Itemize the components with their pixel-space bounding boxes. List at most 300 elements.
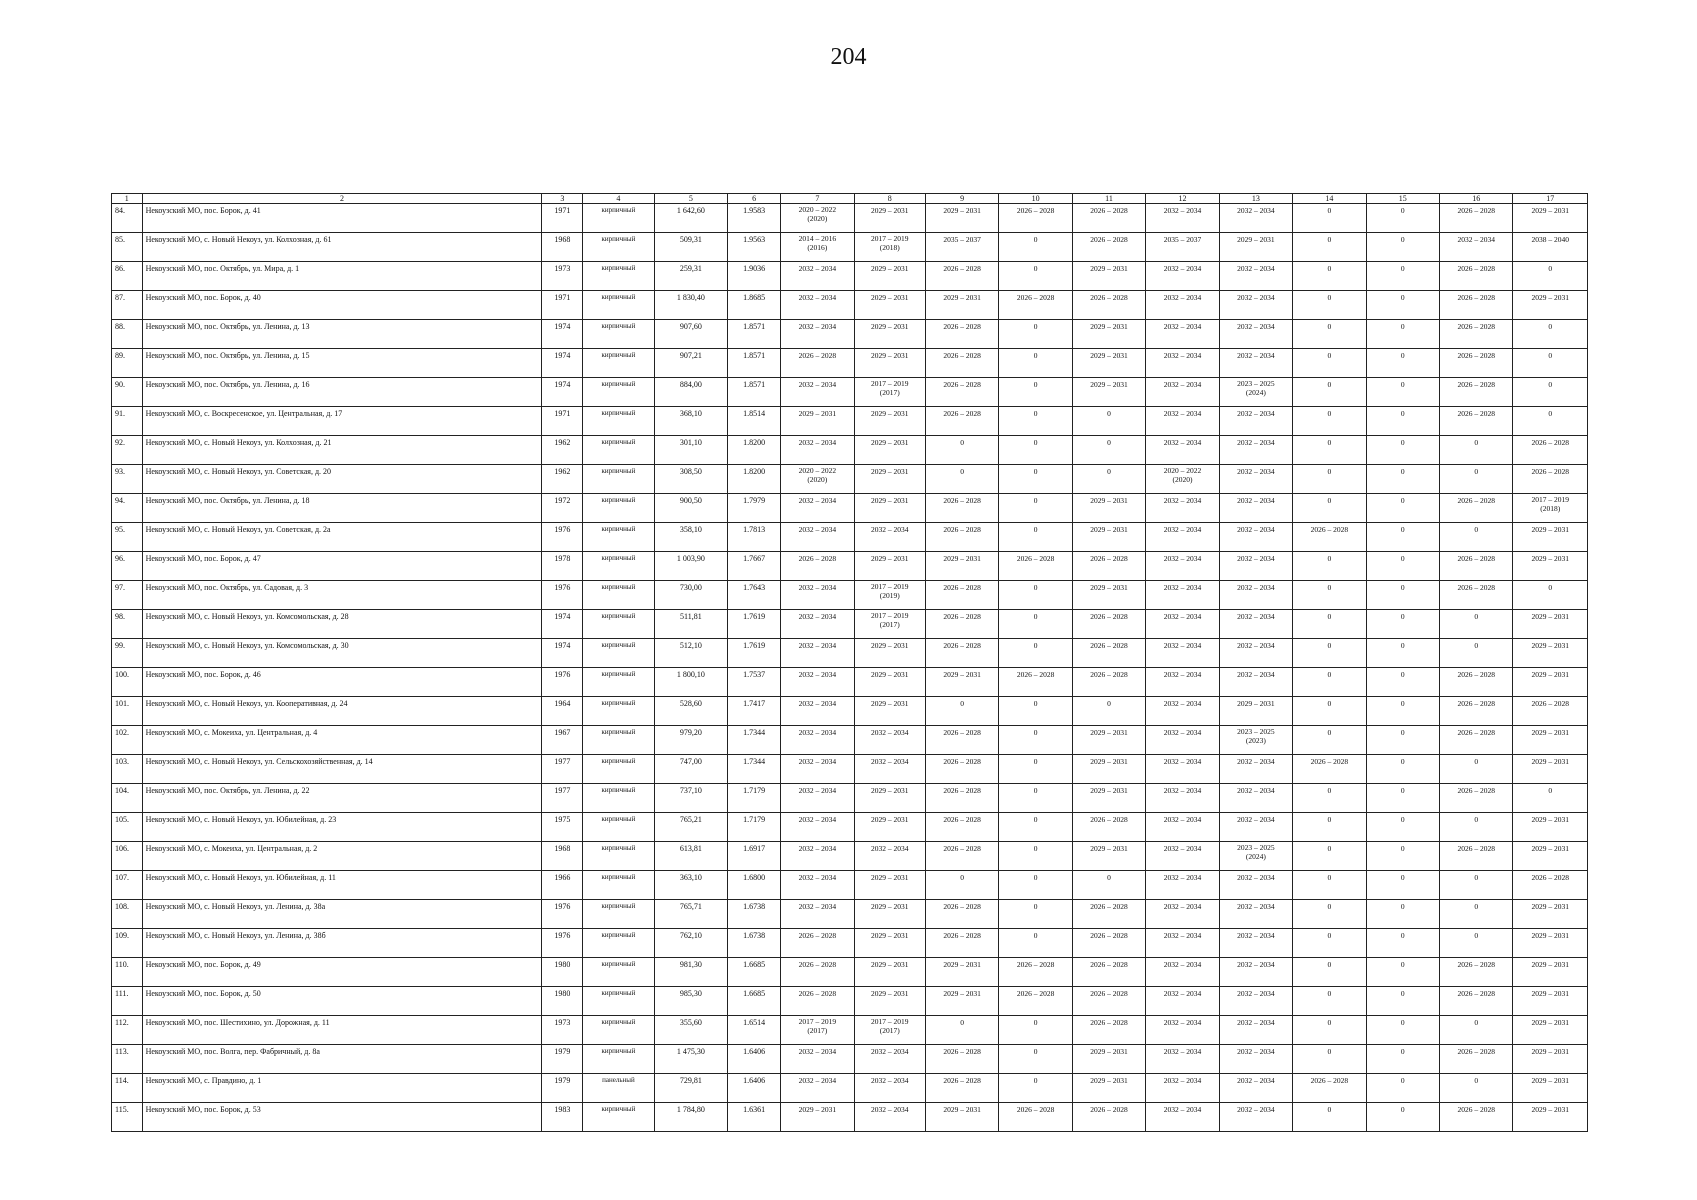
table-cell: 2029 – 2031 [1513, 755, 1588, 784]
table-cell: 2029 – 2031 [1072, 755, 1145, 784]
column-number-5: 5 [654, 194, 727, 204]
row-number: 92. [112, 436, 143, 465]
table-cell: 2029 – 2031 [854, 900, 925, 929]
table-cell: 2026 – 2028 [781, 929, 854, 958]
table-cell: 2026 – 2028 [925, 726, 998, 755]
address-cell: Некоузский МО, с. Новый Некоуз, ул. Комсомольская, д. 30 [142, 639, 542, 668]
table-cell: 2032 – 2034 [781, 900, 854, 929]
table-cell: 2029 – 2031 [1513, 813, 1588, 842]
table-cell: 2029 – 2031 [854, 465, 925, 494]
table-cell: 0 [1366, 494, 1439, 523]
table-cell: 1967 [542, 726, 583, 755]
table-cell: 762,10 [654, 929, 727, 958]
table-cell: 2026 – 2028 [925, 349, 998, 378]
table-cell: 2026 – 2028 [925, 929, 998, 958]
table-cell: 0 [999, 349, 1072, 378]
table-cell: 2029 – 2031 [854, 552, 925, 581]
table-cell: 0 [999, 465, 1072, 494]
table-cell: 2032 – 2034 [1219, 552, 1292, 581]
table-cell: кирпичный [583, 900, 654, 929]
table-cell: 0 [1293, 552, 1366, 581]
table-cell: 2032 – 2034 [781, 871, 854, 900]
column-number-17: 17 [1513, 194, 1588, 204]
table-cell: 0 [1293, 494, 1366, 523]
row-number: 98. [112, 610, 143, 639]
table-cell: 2029 – 2031 [1072, 523, 1145, 552]
table-cell: 2026 – 2028 [781, 987, 854, 1016]
table-cell: 2032 – 2034 [1146, 610, 1219, 639]
table-cell: 2032 – 2034 [781, 726, 854, 755]
table-cell: 2026 – 2028 [1293, 523, 1366, 552]
row-number: 107. [112, 871, 143, 900]
table-cell: 2026 – 2028 [999, 1103, 1072, 1132]
table-cell: 979,20 [654, 726, 727, 755]
table-cell: 0 [1366, 987, 1439, 1016]
table-cell: 0 [1366, 291, 1439, 320]
table-cell: 0 [1293, 668, 1366, 697]
table-cell: 0 [1439, 465, 1512, 494]
table-cell: 0 [999, 378, 1072, 407]
table-cell: 2032 – 2034 [1146, 842, 1219, 871]
table-cell: 2032 – 2034 [781, 291, 854, 320]
table-cell: 0 [1366, 552, 1439, 581]
table-cell: 1.6406 [728, 1045, 781, 1074]
table-cell: 2029 – 2031 [854, 813, 925, 842]
table-cell: 1.6406 [728, 1074, 781, 1103]
table-cell: 363,10 [654, 871, 727, 900]
table-cell: 1980 [542, 958, 583, 987]
table-cell: кирпичный [583, 436, 654, 465]
table-cell: 2032 – 2034 [1146, 900, 1219, 929]
table-row [112, 233, 1588, 262]
table-row [112, 407, 1588, 436]
table-cell: 0 [999, 755, 1072, 784]
table-cell: 2026 – 2028 [1513, 465, 1588, 494]
table-cell: 0 [1366, 436, 1439, 465]
table-cell: 0 [925, 1016, 998, 1045]
row-number: 115. [112, 1103, 143, 1132]
table-cell: 2026 – 2028 [1439, 581, 1512, 610]
row-number: 105. [112, 813, 143, 842]
table-cell: 2032 – 2034 [1146, 726, 1219, 755]
table-cell: 1980 [542, 987, 583, 1016]
table-cell: 2032 – 2034 [781, 436, 854, 465]
table-cell: 0 [999, 320, 1072, 349]
table-cell: 2026 – 2028 [1439, 668, 1512, 697]
table-cell: 1977 [542, 755, 583, 784]
table-cell: 0 [1293, 1045, 1366, 1074]
table-cell: 0 [1366, 755, 1439, 784]
table-cell: 2032 – 2034 [781, 842, 854, 871]
table-cell: 2026 – 2028 [1513, 697, 1588, 726]
table-cell: 1.9563 [728, 233, 781, 262]
table-cell: 2032 – 2034 [781, 378, 854, 407]
table-cell: 2029 – 2031 [1513, 204, 1588, 233]
table-cell: 2026 – 2028 [1072, 1016, 1145, 1045]
table-cell: 2026 – 2028 [999, 291, 1072, 320]
table-cell: 0 [1439, 929, 1512, 958]
table-cell: 1976 [542, 523, 583, 552]
table-cell: 1962 [542, 436, 583, 465]
table-cell: 2032 – 2034 [1146, 349, 1219, 378]
table-row [112, 784, 1588, 813]
table-cell: 0 [1513, 581, 1588, 610]
table-cell: 2032 – 2034 [1146, 523, 1219, 552]
table-cell: 2032 – 2034 [1146, 639, 1219, 668]
address-cell: Некоузский МО, с. Мокеиха, ул. Центральная, д. 4 [142, 726, 542, 755]
table-cell: 0 [999, 233, 1072, 262]
table-cell: 2032 – 2034 [781, 610, 854, 639]
table-cell: 2029 – 2031 [1513, 958, 1588, 987]
table-cell: 0 [999, 407, 1072, 436]
table-cell: 1973 [542, 262, 583, 291]
table-row [112, 581, 1588, 610]
table-cell: 1.7537 [728, 668, 781, 697]
table-cell: 2026 – 2028 [1439, 552, 1512, 581]
table-cell: 1977 [542, 784, 583, 813]
table-cell: 0 [1366, 842, 1439, 871]
table-cell: 2029 – 2031 [854, 697, 925, 726]
table-cell: 2026 – 2028 [1439, 262, 1512, 291]
table-cell: 1.9583 [728, 204, 781, 233]
table-cell: 0 [1293, 987, 1366, 1016]
table-cell: 2029 – 2031 [854, 929, 925, 958]
table-row [112, 1016, 1588, 1045]
address-cell: Некоузский МО, пос. Октябрь, ул. Ленина, д. 16 [142, 378, 542, 407]
table-cell: 0 [1072, 697, 1145, 726]
table-row [112, 726, 1588, 755]
table-cell: 308,50 [654, 465, 727, 494]
table-cell: 2032 – 2034 [781, 639, 854, 668]
table-cell: 2032 – 2034 [1219, 639, 1292, 668]
table-cell: 2029 – 2031 [925, 1103, 998, 1132]
table-cell: 2017 – 2019 (2017) [854, 610, 925, 639]
table-cell: 2026 – 2028 [1439, 842, 1512, 871]
column-number-8: 8 [854, 194, 925, 204]
table-cell: 2026 – 2028 [1072, 552, 1145, 581]
table-cell: 1.8571 [728, 378, 781, 407]
table-cell: 1975 [542, 813, 583, 842]
table-cell: 528,60 [654, 697, 727, 726]
address-cell: Некоузский МО, пос. Борок, д. 46 [142, 668, 542, 697]
table-cell: 0 [925, 871, 998, 900]
address-cell: Некоузский МО, пос. Борок, д. 47 [142, 552, 542, 581]
table-cell: 2032 – 2034 [781, 1045, 854, 1074]
table-row [112, 755, 1588, 784]
header-row [112, 194, 1588, 204]
table-row [112, 262, 1588, 291]
table-cell: 2038 – 2040 [1513, 233, 1588, 262]
table-cell: 2032 – 2034 [1219, 929, 1292, 958]
table-cell: 2032 – 2034 [854, 755, 925, 784]
table-cell: 0 [1366, 320, 1439, 349]
table-cell: 2026 – 2028 [925, 1045, 998, 1074]
table-row [112, 987, 1588, 1016]
table-row [112, 494, 1588, 523]
table-cell: 1.7619 [728, 610, 781, 639]
table-cell: 2032 – 2034 [781, 262, 854, 291]
table-cell: 1.6917 [728, 842, 781, 871]
table-cell: 2032 – 2034 [1219, 1045, 1292, 1074]
table-cell: 2026 – 2028 [999, 204, 1072, 233]
table-cell: 0 [1293, 349, 1366, 378]
table-cell: 2029 – 2031 [854, 291, 925, 320]
table-cell: 0 [1366, 1016, 1439, 1045]
table-cell: 1979 [542, 1074, 583, 1103]
address-cell: Некоузский МО, с. Мокеиха, ул. Центральная, д. 2 [142, 842, 542, 871]
table-cell: 2032 – 2034 [1219, 784, 1292, 813]
table-cell: кирпичный [583, 204, 654, 233]
table-cell: кирпичный [583, 1016, 654, 1045]
table-cell: 512,10 [654, 639, 727, 668]
table-cell: 2032 – 2034 [854, 1045, 925, 1074]
row-number: 100. [112, 668, 143, 697]
table-cell: 259,31 [654, 262, 727, 291]
table-cell: 2032 – 2034 [1219, 436, 1292, 465]
table-cell: 2029 – 2031 [854, 262, 925, 291]
table-cell: 2032 – 2034 [1146, 262, 1219, 291]
table-cell: 2026 – 2028 [781, 349, 854, 378]
table-cell: 0 [1439, 610, 1512, 639]
table-cell: 2032 – 2034 [1146, 204, 1219, 233]
table-cell: 0 [1072, 465, 1145, 494]
table-cell: 2026 – 2028 [925, 1074, 998, 1103]
address-cell: Некоузский МО, с. Новый Некоуз, ул. Комсомольская, д. 28 [142, 610, 542, 639]
table-cell: 0 [1513, 378, 1588, 407]
table-cell: 0 [1366, 784, 1439, 813]
table-cell: 2035 – 2037 [1146, 233, 1219, 262]
table-cell: 2026 – 2028 [1439, 987, 1512, 1016]
table-cell: 2029 – 2031 [1513, 900, 1588, 929]
table-cell: 2026 – 2028 [1513, 436, 1588, 465]
table-cell: 1.7179 [728, 784, 781, 813]
table-cell: кирпичный [583, 813, 654, 842]
table-cell: 884,00 [654, 378, 727, 407]
table-cell: 509,31 [654, 233, 727, 262]
table-cell: 0 [1439, 639, 1512, 668]
table-cell: 2026 – 2028 [1072, 958, 1145, 987]
table-cell: 2029 – 2031 [1072, 784, 1145, 813]
table-cell: 0 [999, 697, 1072, 726]
table-row [112, 552, 1588, 581]
table-row [112, 349, 1588, 378]
table-cell: 0 [1366, 610, 1439, 639]
table-cell: 1.6738 [728, 900, 781, 929]
table-cell: кирпичный [583, 349, 654, 378]
table-cell: 0 [999, 639, 1072, 668]
table-cell: 2032 – 2034 [854, 1103, 925, 1132]
table-cell: кирпичный [583, 407, 654, 436]
table-cell: 2032 – 2034 [854, 523, 925, 552]
table-row [112, 871, 1588, 900]
table-cell: 2026 – 2028 [925, 494, 998, 523]
table-cell: 2026 – 2028 [1439, 407, 1512, 436]
table-cell: 2026 – 2028 [925, 755, 998, 784]
table-cell: 1964 [542, 697, 583, 726]
table-cell: 0 [999, 784, 1072, 813]
table-row [112, 204, 1588, 233]
table-cell: 730,00 [654, 581, 727, 610]
table-cell: 907,21 [654, 349, 727, 378]
table-cell: 2029 – 2031 [925, 552, 998, 581]
column-number-7: 7 [781, 194, 854, 204]
table-cell: 0 [999, 610, 1072, 639]
table-cell: 0 [1293, 1103, 1366, 1132]
table-cell: 2026 – 2028 [1439, 1045, 1512, 1074]
table-cell: 2032 – 2034 [1146, 987, 1219, 1016]
table-cell: 1979 [542, 1045, 583, 1074]
table-cell: 2029 – 2031 [1513, 842, 1588, 871]
table-cell: 0 [1513, 349, 1588, 378]
table-cell: 2026 – 2028 [925, 639, 998, 668]
page-number: 204 [830, 44, 867, 70]
table-cell: 0 [999, 871, 1072, 900]
row-number: 90. [112, 378, 143, 407]
address-cell: Некоузский МО, с. Новый Некоуз, ул. Юбилейная, д. 23 [142, 813, 542, 842]
table-cell: 1.7344 [728, 726, 781, 755]
table-cell: 1.8200 [728, 436, 781, 465]
table-cell: 1976 [542, 668, 583, 697]
table-cell: 2026 – 2028 [1513, 871, 1588, 900]
table-cell: 0 [1293, 436, 1366, 465]
row-number: 95. [112, 523, 143, 552]
table-cell: 0 [1293, 697, 1366, 726]
table-cell: 0 [1293, 378, 1366, 407]
table-cell: 0 [1293, 465, 1366, 494]
table-cell: 2032 – 2034 [1219, 320, 1292, 349]
table-cell: 1976 [542, 929, 583, 958]
table-cell: 2032 – 2034 [1146, 552, 1219, 581]
column-number-3: 3 [542, 194, 583, 204]
table-cell: 0 [1072, 407, 1145, 436]
table-cell: 2026 – 2028 [925, 378, 998, 407]
table-cell: 0 [1366, 697, 1439, 726]
table-cell: 0 [999, 262, 1072, 291]
table-cell: 1.7979 [728, 494, 781, 523]
table-cell: 0 [1366, 523, 1439, 552]
table-cell: 2029 – 2031 [1072, 842, 1145, 871]
table-cell: 0 [999, 1016, 1072, 1045]
table-cell: 1974 [542, 610, 583, 639]
table-cell: 765,71 [654, 900, 727, 929]
table-cell: 2026 – 2028 [1072, 900, 1145, 929]
table-cell: 2032 – 2034 [1219, 1074, 1292, 1103]
table-cell: 2032 – 2034 [1219, 465, 1292, 494]
table-cell: 0 [1293, 610, 1366, 639]
table-cell: 2029 – 2031 [1513, 1045, 1588, 1074]
table-cell: 368,10 [654, 407, 727, 436]
table-cell: 2029 – 2031 [854, 639, 925, 668]
row-number: 84. [112, 204, 143, 233]
table-cell: 2029 – 2031 [1513, 1103, 1588, 1132]
address-cell: Некоузский МО, с. Новый Некоуз, ул. Колхозная, д. 61 [142, 233, 542, 262]
row-number: 103. [112, 755, 143, 784]
table-cell: 2026 – 2028 [781, 552, 854, 581]
table-cell: 0 [999, 929, 1072, 958]
row-number: 96. [112, 552, 143, 581]
table-row [112, 639, 1588, 668]
table-cell: 0 [1293, 958, 1366, 987]
column-number-14: 14 [1293, 194, 1366, 204]
table-cell: 0 [1072, 436, 1145, 465]
row-number: 104. [112, 784, 143, 813]
column-number-4: 4 [583, 194, 654, 204]
table-cell: 2026 – 2028 [1439, 349, 1512, 378]
table-cell: 2032 – 2034 [1219, 668, 1292, 697]
address-cell: Некоузский МО, пос. Борок, д. 40 [142, 291, 542, 320]
table-cell: 1.6800 [728, 871, 781, 900]
table-cell: 1962 [542, 465, 583, 494]
address-cell: Некоузский МО, пос. Октябрь, ул. Ленина, д. 13 [142, 320, 542, 349]
table-cell: 2029 – 2031 [781, 1103, 854, 1132]
table-cell: 0 [1366, 1045, 1439, 1074]
table-cell: 0 [999, 436, 1072, 465]
table-cell: 1.7344 [728, 755, 781, 784]
table-cell: 0 [1293, 204, 1366, 233]
table-cell: 2029 – 2031 [1072, 1045, 1145, 1074]
table-row [112, 929, 1588, 958]
table-cell: 2029 – 2031 [1513, 726, 1588, 755]
table-cell: 2026 – 2028 [1072, 639, 1145, 668]
table-cell: 1.7179 [728, 813, 781, 842]
table-cell: 1.7417 [728, 697, 781, 726]
table-cell: кирпичный [583, 1103, 654, 1132]
table-cell: 2029 – 2031 [1072, 1074, 1145, 1103]
table-cell: 2032 – 2034 [854, 842, 925, 871]
table-cell: 0 [1366, 871, 1439, 900]
table-cell: 2032 – 2034 [1219, 262, 1292, 291]
table-cell: 1973 [542, 1016, 583, 1045]
table-cell: 0 [1366, 929, 1439, 958]
table-cell: кирпичный [583, 262, 654, 291]
table-row [112, 320, 1588, 349]
table-cell: 2029 – 2031 [925, 291, 998, 320]
table-row [112, 900, 1588, 929]
table-cell: 0 [999, 842, 1072, 871]
address-cell: Некоузский МО, пос. Шестихино, ул. Дорожная, д. 11 [142, 1016, 542, 1045]
address-cell: Некоузский МО, с. Воскресенское, ул. Центральная, д. 17 [142, 407, 542, 436]
row-number: 113. [112, 1045, 143, 1074]
table-cell: 2032 – 2034 [1146, 1016, 1219, 1045]
table-cell: 1968 [542, 233, 583, 262]
table-cell: 2026 – 2028 [1072, 813, 1145, 842]
table-cell: 1 475,30 [654, 1045, 727, 1074]
table-cell: 2029 – 2031 [854, 494, 925, 523]
table-cell: 0 [1439, 871, 1512, 900]
row-number: 108. [112, 900, 143, 929]
table-cell: 2017 – 2019 (2018) [854, 233, 925, 262]
table-cell: 0 [1293, 900, 1366, 929]
table-cell: кирпичный [583, 958, 654, 987]
table-cell: 2026 – 2028 [1072, 291, 1145, 320]
address-cell: Некоузский МО, пос. Октябрь, ул. Садовая, д. 3 [142, 581, 542, 610]
table-cell: 1974 [542, 349, 583, 378]
row-number: 89. [112, 349, 143, 378]
address-cell: Некоузский МО, пос. Октябрь, ул. Ленина, д. 18 [142, 494, 542, 523]
table-cell: 2017 – 2019 (2017) [781, 1016, 854, 1045]
table-cell: 2035 – 2037 [925, 233, 998, 262]
table-cell: 2029 – 2031 [1513, 1016, 1588, 1045]
row-number: 110. [112, 958, 143, 987]
table-cell: 0 [999, 1074, 1072, 1103]
table-cell: 2029 – 2031 [854, 987, 925, 1016]
table-cell: 900,50 [654, 494, 727, 523]
table-cell: 0 [1293, 813, 1366, 842]
row-number: 97. [112, 581, 143, 610]
column-number-13: 13 [1219, 194, 1292, 204]
table-cell: 2026 – 2028 [999, 987, 1072, 1016]
table-cell: 1.8571 [728, 320, 781, 349]
